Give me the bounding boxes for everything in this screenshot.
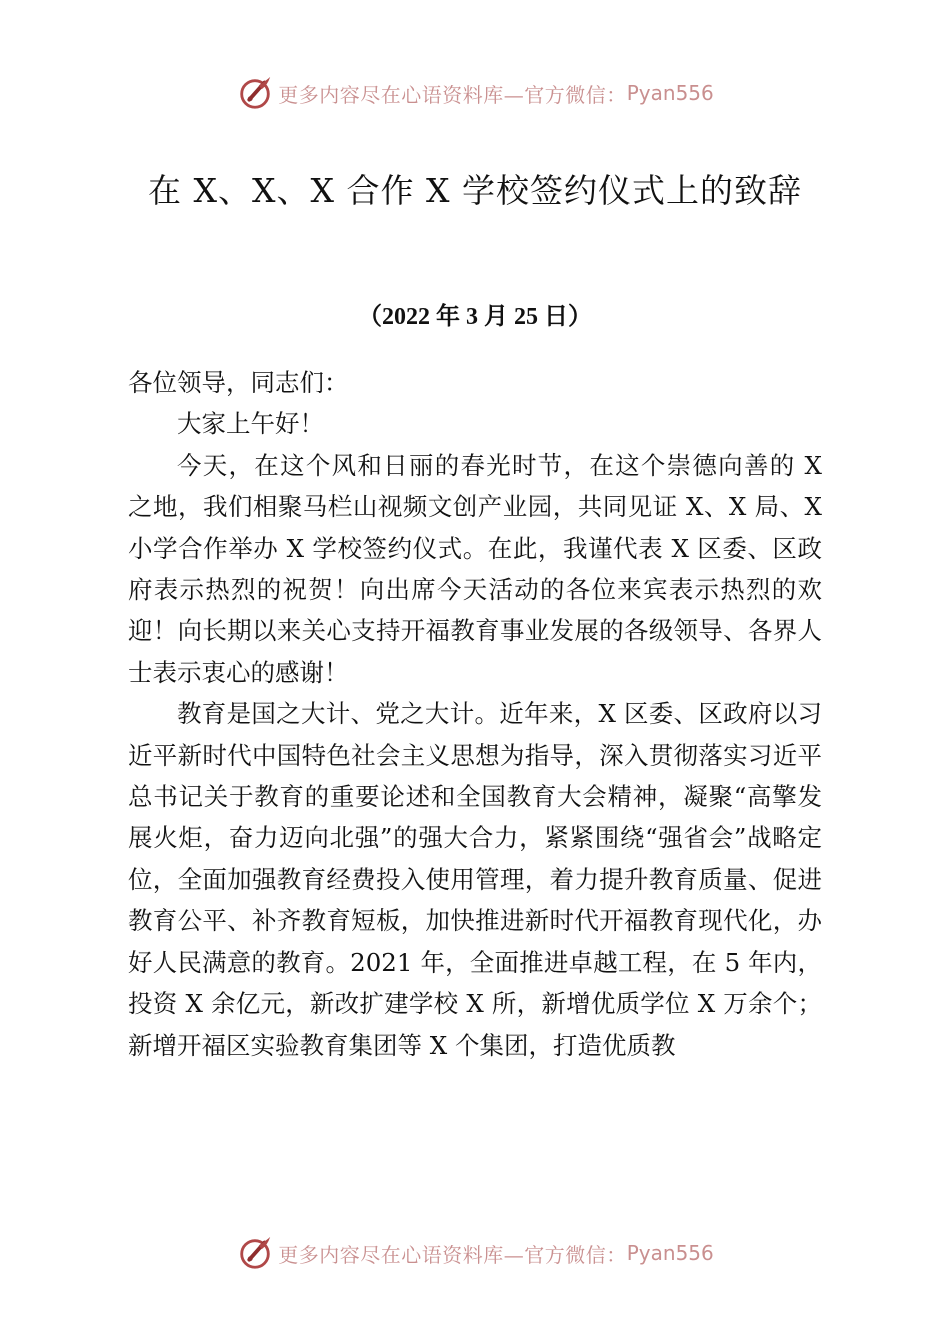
watermark-contact: Pyan556 [626, 1241, 714, 1265]
document-date: （2022 年 3 月 25 日） [358, 304, 592, 330]
document-title: 在 X、X、X 合作 X 学校签约仪式上的致辞 [148, 171, 802, 210]
document-body [128, 362, 822, 1066]
footer-watermark [0, 1231, 950, 1275]
watermark-text: 更多内容尽在心语资料库—官方微信： [278, 82, 627, 107]
watermark-text: 更多内容尽在心语资料库—官方微信： [278, 1242, 627, 1267]
paragraph: 大家上午好！ [177, 409, 324, 439]
watermark-contact: Pyan556 [626, 81, 714, 105]
paragraph: 教育是国之大计、党之大计。近年来，X 区委、区政府以习近平新时代中国特色社会主义思想为指导，深入贯彻落实习近平总书记关于教育的重要论述和全国教育大会精神，凝聚“高擎发展火炬，奋力迈向北强”的强大合力，紧紧围绕“强省会”战略定位，全面加强教育经费投入使用管理，着力提升教育质量、促进教育公平、补齐教育短板，加快推进新时代开福教育现代化，办好人民满意的教育。2021 年，全面推进卓越工程，在 5 年内，投资 X 余亿元，新改扩建学校 X 所，新增优质学位 X 万余个；新增开福区实验教育集团等 X 个集团，打造优质教 [128, 699, 822, 1060]
salutation: 各位领导，同志们： [128, 368, 349, 397]
paragraph: 今天，在这个风和日丽的春光时节，在这个崇德向善的 X 之地，我们相聚马栏山视频文创产业园，共同见证 X、X 局、X 小学合作举办 X 学校签约仪式。在此，我谨代表 X 区委、区政府表示热烈的祝贺！向出席今天活动的各位来宾表示热烈的欢迎！向长期以来关心支持开福教育事业发展的各级领导、各界人士表示衷心的感谢！ [128, 450, 822, 687]
quill-circle-logo-icon [236, 1234, 274, 1272]
quill-circle-logo-icon [236, 74, 274, 112]
header-watermark [0, 71, 950, 115]
